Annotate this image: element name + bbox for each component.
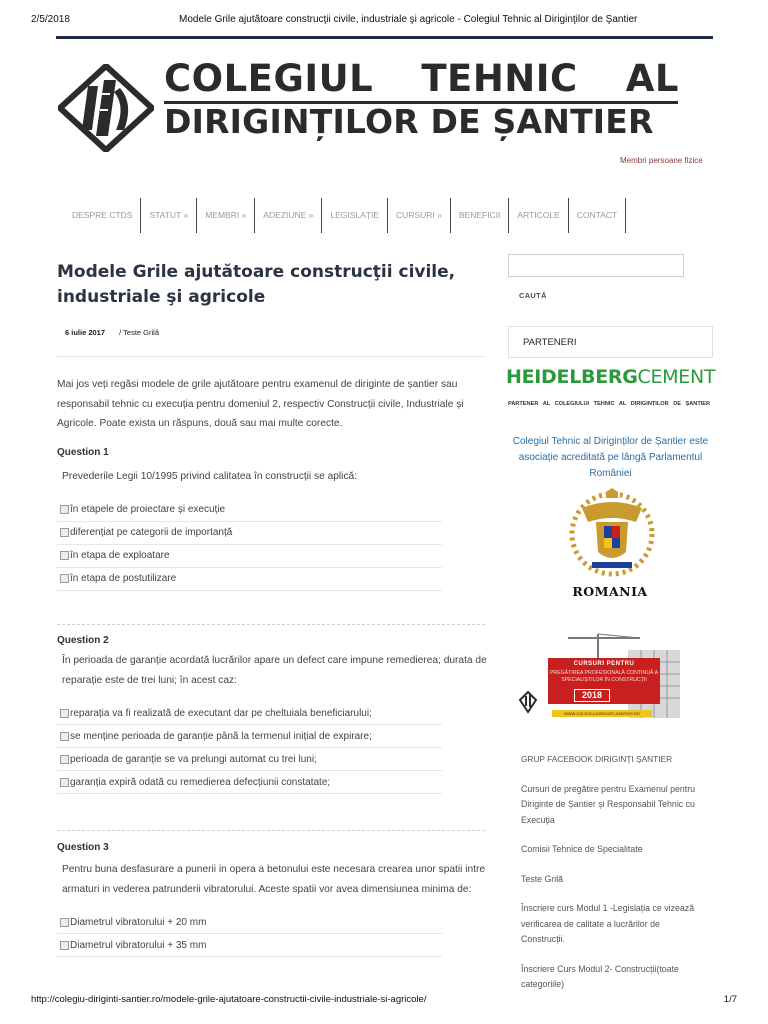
checkbox[interactable] xyxy=(60,574,69,583)
search-input[interactable] xyxy=(508,254,684,277)
logo-word-3: AL xyxy=(625,57,679,100)
search-button[interactable]: CAUTĂ xyxy=(519,291,547,300)
question-title: Question 2 xyxy=(57,635,109,646)
answer-label: garanția expiră odată cu remedierea defecțiunii constatate; xyxy=(70,776,331,788)
print-footer xyxy=(31,994,737,1008)
answer-label: perioada de garanție se va prelungi automat cu trei luni; xyxy=(70,753,317,765)
checkbox[interactable] xyxy=(60,941,69,950)
answer-label: reparația va fi realizată de executant dar pe cheltuiala beneficiarului; xyxy=(70,707,372,719)
answer-option[interactable] xyxy=(57,771,442,794)
question-separator xyxy=(57,830,485,831)
sidebar-link-teste[interactable]: Teste Grilă xyxy=(521,873,564,884)
sidebar-link-facebook[interactable]: GRUP FACEBOOK DIRIGINȚI ȘANTIER xyxy=(521,754,673,764)
answer-list xyxy=(57,911,442,957)
checkbox[interactable] xyxy=(60,778,69,787)
question-text: Prevederile Legii 10/1995 privind calitatea în construcții se aplică: xyxy=(62,471,358,482)
checkbox[interactable] xyxy=(60,709,69,718)
accreditation-link[interactable]: Colegiul Tehnic al Diriginților de Șantier este asociație acreditată pe lângă Parlamentul României xyxy=(512,436,709,479)
partners-heading: PARTENERI xyxy=(508,326,713,358)
partner-caption: PARTENER AL COLEGIULUI TEHNIC AL DIRIGINȚILOR DE ȘANTIER xyxy=(508,401,711,407)
answer-label: în etapa de postutilizare xyxy=(70,573,177,584)
logo-text-line2: DIRIGINȚILOR DE ȘANTIER xyxy=(164,102,654,141)
heidelberg-bold: HEIDELBERG xyxy=(506,366,638,388)
answer-label: Diametrul vibratorului + 20 mm xyxy=(70,916,207,928)
print-url: http://colegiu-diriginti-santier.ro/modele-grile-ajutatoare-constructii-civile-industriale-si-agricole/ xyxy=(31,994,427,1005)
answer-label: în etapele de proiectare și execuție xyxy=(70,504,226,515)
nav-item-beneficii[interactable]: BENEFICII xyxy=(451,198,510,233)
print-date: 2/5/2018 xyxy=(31,14,70,25)
answer-option[interactable] xyxy=(57,522,442,545)
logo-word-1: COLEGIUL xyxy=(164,57,374,100)
banner-line1: CURSURI PENTRU xyxy=(573,661,635,667)
answer-option[interactable] xyxy=(57,911,442,934)
nav-item-adeziune[interactable]: ADEZIUNE » xyxy=(255,198,322,233)
answer-option[interactable] xyxy=(57,499,442,522)
question-title: Question 1 xyxy=(57,447,109,458)
banner-year: 2018 xyxy=(574,689,610,702)
main-nav xyxy=(62,198,626,233)
checkbox[interactable] xyxy=(60,505,69,514)
nav-item-statut[interactable]: STATUT » xyxy=(141,198,197,233)
checkbox[interactable] xyxy=(60,755,69,764)
print-page-title: Modele Grile ajutătoare construcţii civile, industriale şi agricole - Colegiul Tehnic al Diriginţilor de Şantier xyxy=(179,14,638,25)
checkbox[interactable] xyxy=(60,528,69,537)
print-page-number: 1/7 xyxy=(723,994,737,1005)
answer-option[interactable] xyxy=(57,702,442,725)
answer-label: se menține perioada de garanție până la termenul inițial de expirare; xyxy=(70,730,372,742)
nav-item-articole[interactable]: ARTICOLE xyxy=(509,198,568,233)
checkbox[interactable] xyxy=(60,732,69,741)
page-title: Modele Grile ajutătoare construcţii civile, industriale şi agricole xyxy=(57,262,456,307)
logo-text-line1 xyxy=(164,58,679,100)
nav-item-despre[interactable]: DESPRE CTDS xyxy=(62,198,141,233)
logo-word-2: TEHNIC xyxy=(421,57,578,100)
question-2 xyxy=(57,635,487,794)
answer-label: Diametrul vibratorului + 35 mm xyxy=(70,939,207,951)
question-text: În perioada de garanție acordată lucrărilor apare un defect care impune remedierea; durata de reparație este de trei luni; în acest caz: xyxy=(62,655,487,686)
answer-list xyxy=(57,499,442,591)
sidebar-link-modul1[interactable]: Înscriere curs Modul 1 -Legislația ce vizează verificarea de calitate a lucrărilor de Construcții. xyxy=(521,903,695,944)
banner-line2: PREGĂTIREA PROFESIONALĂ CONTINUĂ A SPECIALIȘTILOR ÎN CONSTRUCȚII xyxy=(549,670,659,683)
sidebar-link-comisii[interactable]: Comisii Tehnice de Specialitate xyxy=(521,844,643,854)
sidebar-link-modul2[interactable]: Înscriere Curs Modul 2- Construcții(toate categoriile) xyxy=(521,963,679,989)
heidelberg-cement-logo[interactable] xyxy=(506,366,715,388)
question-3 xyxy=(57,842,487,957)
nav-item-membri[interactable]: MEMBRI » xyxy=(197,198,255,233)
answer-option[interactable] xyxy=(57,934,442,957)
post-meta xyxy=(65,328,159,337)
answer-label: diferențiat pe categorii de importanță xyxy=(70,527,233,538)
checkbox[interactable] xyxy=(60,551,69,560)
answer-label: în etapa de exploatare xyxy=(70,550,170,561)
courses-banner[interactable] xyxy=(508,630,688,720)
answer-option[interactable] xyxy=(57,545,442,568)
heidelberg-rest: CEMENT xyxy=(637,366,716,388)
checkbox[interactable] xyxy=(60,918,69,927)
members-link[interactable]: Membri persoane fizice xyxy=(620,156,703,165)
answer-option[interactable] xyxy=(57,725,442,748)
site-logo[interactable] xyxy=(58,58,698,168)
answer-option[interactable] xyxy=(57,568,442,591)
answer-option[interactable] xyxy=(57,748,442,771)
answer-list xyxy=(57,702,442,794)
question-title: Question 3 xyxy=(57,842,109,853)
question-1 xyxy=(57,447,487,591)
header-top-line xyxy=(56,36,713,39)
question-separator xyxy=(57,624,485,625)
logo-mark-icon xyxy=(58,64,154,152)
question-text: Pentru buna desfasurare a punerii in opera a betonului este necesara crearea unor spatii intre armaturi in vederea patrunderii vibratorului. Aceste spatii vor avea dimensiunea minima de: xyxy=(62,864,486,895)
nav-item-cursuri[interactable]: CURSURI » xyxy=(388,198,451,233)
article-intro: Mai jos veți regăsi modele de grile ajutătoare pentru examenul de diriginte de șantier sau responsabil tehnic cu execuția pentru domeniul 2, respectiv Construcții civile, Industriale și Agricole. Poate exista un răspuns, două sau mai multe corecte. xyxy=(57,379,464,429)
print-header xyxy=(31,14,737,28)
post-date[interactable]: 6 iulie 2017 xyxy=(65,328,106,337)
divider xyxy=(57,356,485,357)
nav-item-contact[interactable]: CONTACT xyxy=(569,198,626,233)
banner-url: WWW.COLEGIU-DIRIGINTI-SANTIER.RO xyxy=(552,710,652,717)
sidebar-link-cursuri[interactable]: Cursuri de pregătire pentru Examenul pentru Diriginte de Șantier și Responsabil Tehnic cu Execuția xyxy=(521,783,696,825)
post-category[interactable]: / Teste Grilă xyxy=(119,328,160,337)
nav-item-legislatie[interactable]: LEGISLAȚIE xyxy=(322,198,388,233)
romania-label: ROMANIA xyxy=(572,584,648,599)
sidebar-links xyxy=(521,752,706,1007)
chamber-of-deputies-crest-icon[interactable] xyxy=(562,488,662,580)
